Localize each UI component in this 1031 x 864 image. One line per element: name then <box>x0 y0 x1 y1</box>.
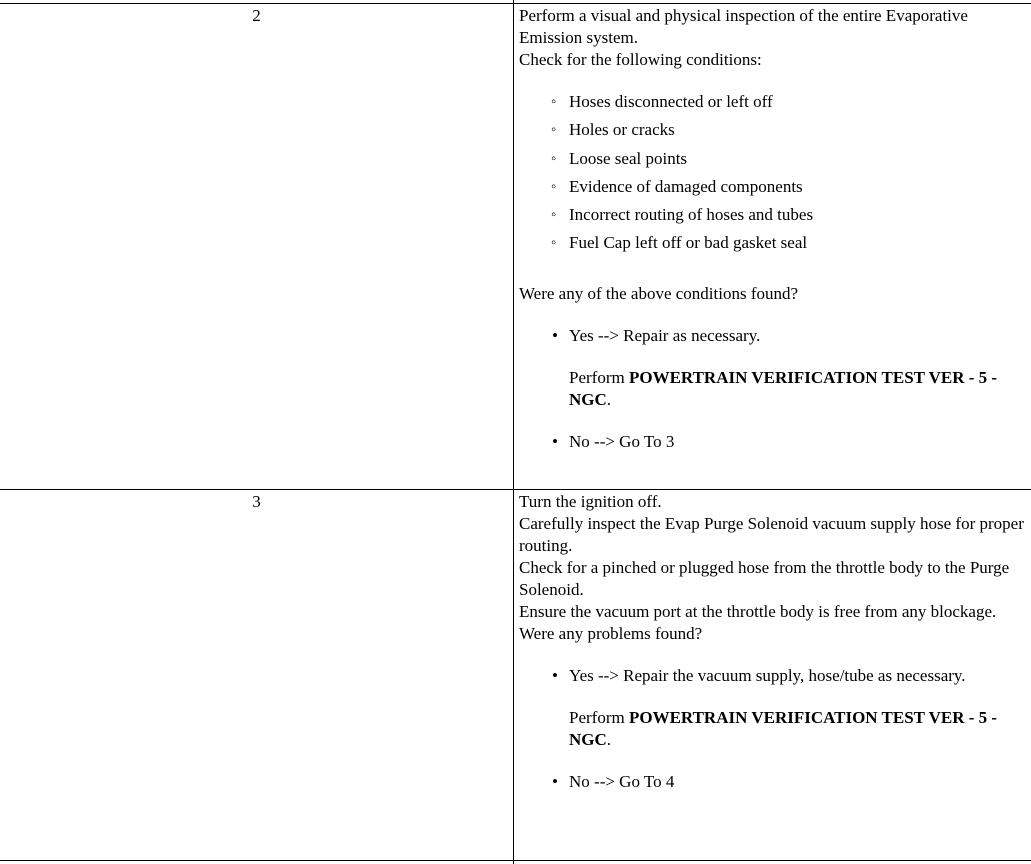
answer-list <box>519 665 1024 793</box>
verification-test-name: POWERTRAIN VERIFICATION TEST VER - 5 - NGC <box>569 708 998 749</box>
question-text: Were any of the above conditions found? <box>519 284 799 304</box>
table-top-border <box>0 3 1031 4</box>
answer-yes-text: • Yes --> Repair as necessary. <box>569 326 761 346</box>
answer-list <box>519 325 1024 453</box>
list-item: ◦ Incorrect routing of hoses and tubes <box>519 204 1024 226</box>
answer-yes <box>519 325 1024 411</box>
list-item: ◦ Evidence of damaged components <box>519 176 1024 198</box>
list-item: ◦ Hoses disconnected or left off <box>519 91 1024 113</box>
instruction-text: Ensure the vacuum port at the throttle body is free from any blockage. <box>519 602 997 621</box>
question-text: Were any problems found? <box>519 624 703 643</box>
step-number: 2 <box>252 6 261 25</box>
perform-prefix: Perform <box>569 368 629 388</box>
perform-suffix: . <box>606 730 612 749</box>
conditions-list <box>519 91 1024 254</box>
perform-prefix: Perform <box>569 708 629 727</box>
instruction-text: Carefully inspect the Evap Purge Solenoid vacuum supply hose for proper routing. <box>519 514 1024 555</box>
column-divider <box>513 0 514 864</box>
row-divider <box>0 860 1031 861</box>
answer-no: • No --> Go To 3 <box>519 431 1024 453</box>
perform-instruction <box>569 707 1024 751</box>
instruction-text: Perform a visual and physical inspection of the entire Evaporative Emission system. <box>519 6 968 47</box>
list-item: ◦ Fuel Cap left off or bad gasket seal <box>519 232 1024 254</box>
answer-yes <box>519 665 1024 751</box>
answer-no: • No --> Go To 4 <box>519 771 1024 793</box>
instruction-text: Check for the following conditions: <box>519 50 762 69</box>
step-number: 3 <box>252 492 261 511</box>
list-item: ◦ Holes or cracks <box>519 119 1024 141</box>
step-2-content <box>519 5 1024 453</box>
answer-yes-text: • Yes --> Repair the vacuum supply, hose/tube as necessary. <box>569 666 966 685</box>
perform-instruction <box>569 367 1024 411</box>
instruction-text: Check for a pinched or plugged hose from the throttle body to the Purge Solenoid. <box>519 558 1010 599</box>
verification-test-name: POWERTRAIN VERIFICATION TEST VER - 5 - NGC <box>569 368 998 410</box>
perform-suffix: . <box>606 390 612 410</box>
row-divider <box>0 489 1031 490</box>
step-3-content <box>519 491 1024 793</box>
instruction-text: Turn the ignition off. <box>519 492 662 511</box>
list-item: ◦ Loose seal points <box>519 148 1024 170</box>
